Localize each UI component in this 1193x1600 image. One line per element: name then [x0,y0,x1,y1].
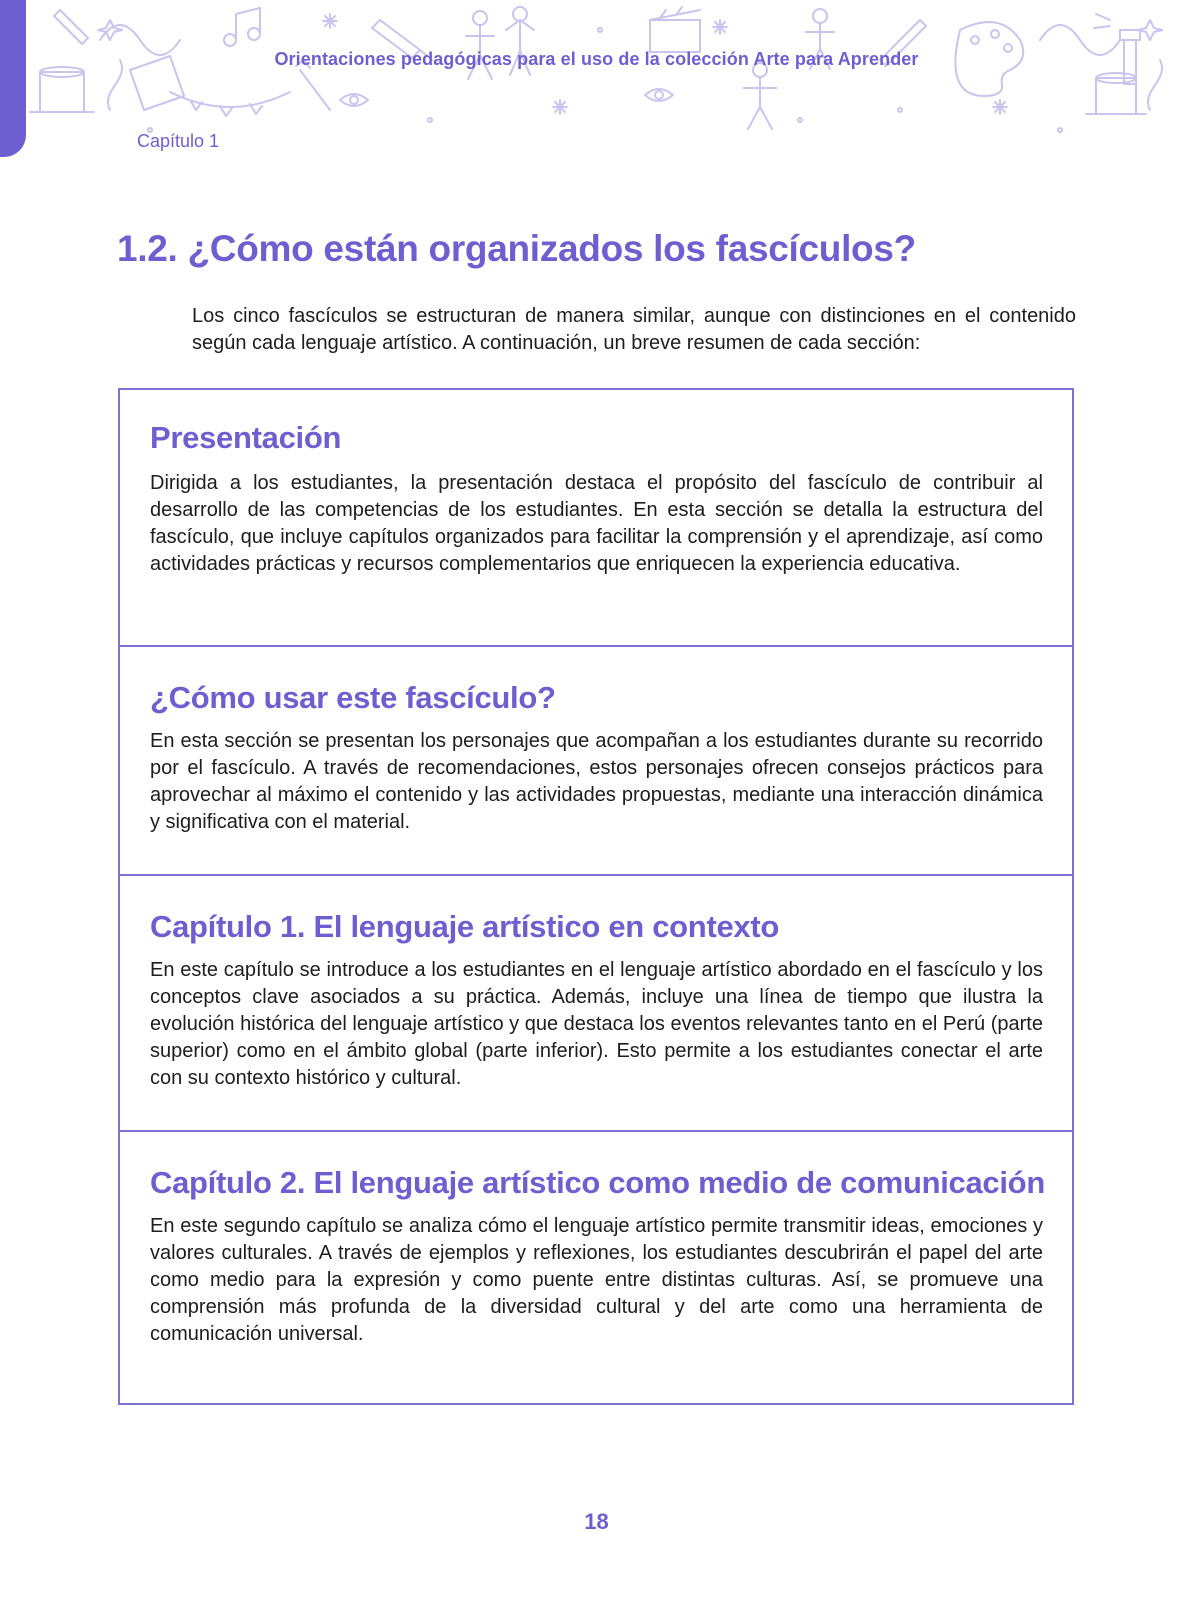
section-heading: Presentación [150,420,342,455]
section-heading: Capítulo 2. El lenguaje artístico como medio de comunicación [150,1165,1045,1200]
chapter-label: Capítulo 1 [137,131,220,151]
section-heading: Capítulo 1. El lenguaje artístico en contexto [150,909,780,944]
section-body: En esta sección se presentan los personajes que acompañan a los estudiantes durante su recorrido por el fascículo. A través de recomendaciones, estos personajes ofrecen consejos prácticos para aprovechar al máximo el contenido y las actividades propuestas, mediante una interacción dinámica y significativa con el material. [150,730,1043,833]
section-cell-presentacion [120,390,1072,645]
section-cell-como-usar [120,645,1072,874]
running-title: Orientaciones pedagógicas para el uso de la colección Arte para Aprender [274,49,919,69]
section-title: 1.2. ¿Cómo están organizados los fascículos? [117,228,916,269]
section-heading: ¿Cómo usar este fascículo? [150,680,556,715]
section-body: En este segundo capítulo se analiza cómo el lenguaje artístico permite transmitir ideas, emociones y valores culturales. A través de ejemplos y reflexiones, los estudiantes descubrirán el papel del arte como medio para la expresión y como puente entre distintas culturas. Así, se promueve una comprensión más profunda de la diversidad cultural y del arte como una herramienta de comunicación universal. [150,1215,1043,1345]
page-number: 18 [584,1509,609,1534]
section-cell-capitulo-1 [120,874,1072,1130]
section-body: En este capítulo se introduce a los estudiantes en el lenguaje artístico abordado en el fascículo y los conceptos clave asociados a su práctica. Además, incluye una línea de tiempo que ilustra la evolución histórica del lenguaje artístico y que destaca los eventos relevantes tanto en el Perú (parte superior) como en el ámbito global (parte inferior). Esto permite a los estudiantes conectar el arte con su contexto histórico y cultural. [150,959,1043,1089]
intro-paragraph: Los cinco fascículos se estructuran de manera similar, aunque con distinciones en el contenido según cada lenguaje artístico. A continuación, un breve resumen de cada sección: [192,305,1076,354]
section-body: Dirigida a los estudiantes, la presentación destaca el propósito del fascículo de contribuir al desarrollo de las competencias de los estudiantes. En esta sección se detalla la estructura del fascículo, que incluye capítulos organizados para facilitar la comprensión y el aprendizaje, así como actividades prácticas y recursos complementarios que enriquecen la experiencia educativa. [150,472,1043,575]
section-cell-capitulo-2 [120,1130,1072,1403]
sections-table [118,388,1074,1405]
chapter-side-tab [0,0,26,157]
